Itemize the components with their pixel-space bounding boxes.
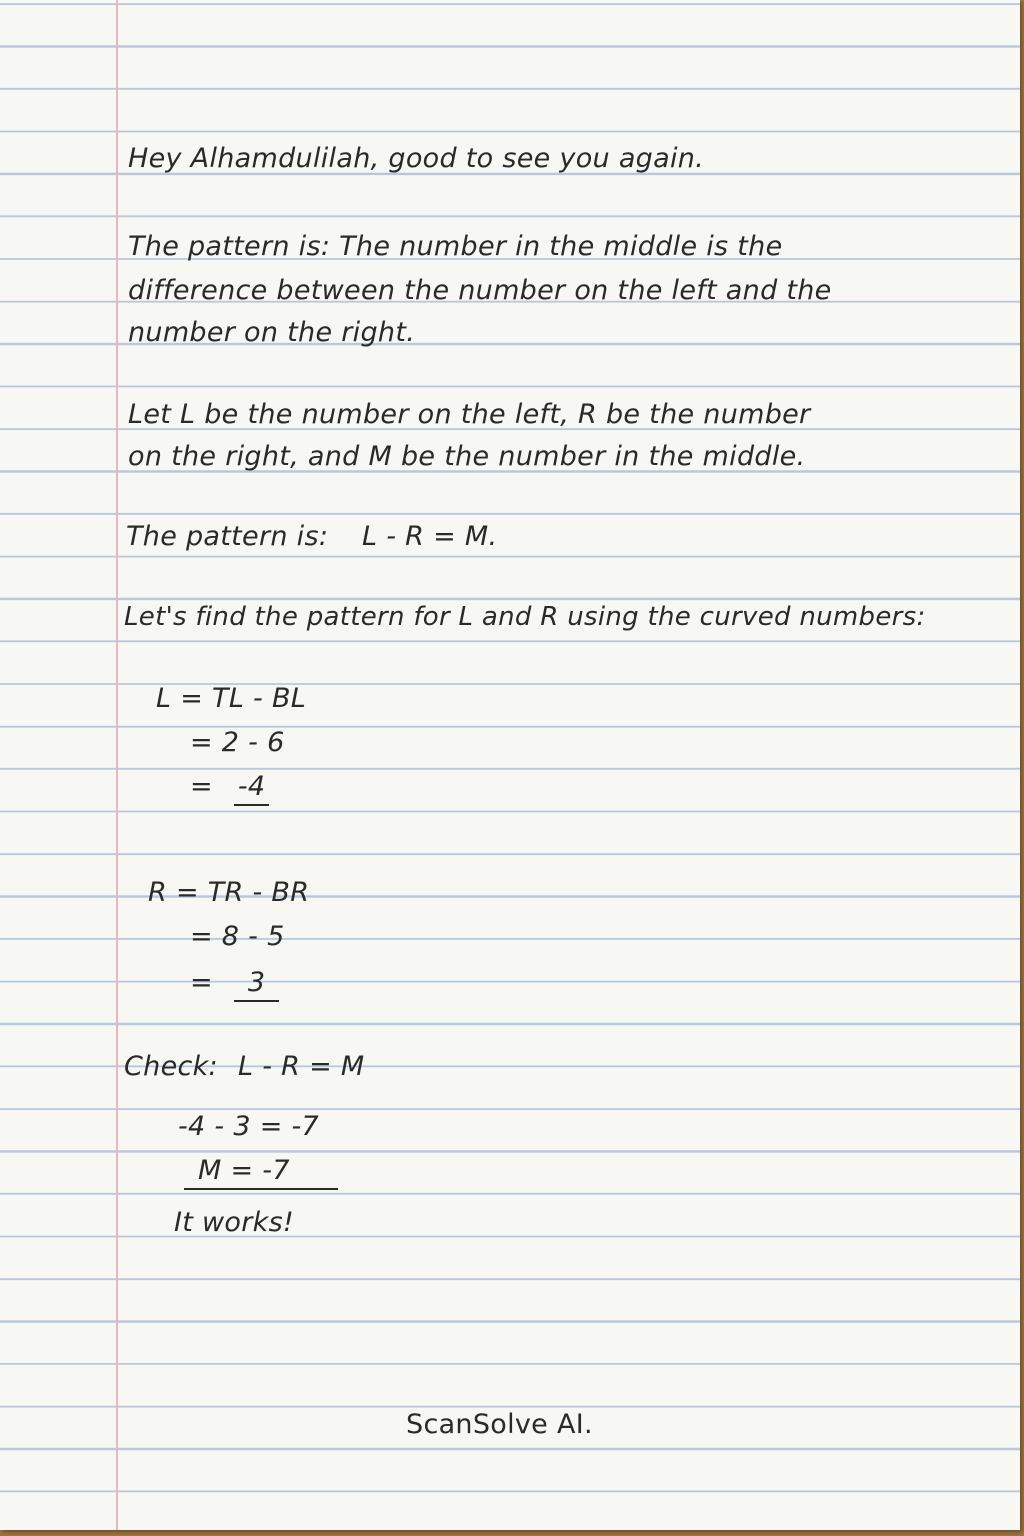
r-calc-line2: = 8 - 5 <box>190 921 285 952</box>
pattern-formula: L - R = M. <box>362 521 498 552</box>
r-calc-result: 3 <box>234 967 279 1002</box>
r-calc-line1: R = TR - BR <box>148 877 310 908</box>
l-calc-result: -4 <box>234 771 270 806</box>
l-calc-line3 <box>190 766 269 808</box>
check-conclusion: It works! <box>174 1207 295 1238</box>
r-calc-line3 <box>190 962 279 1004</box>
r-calc-equals: = <box>190 967 213 998</box>
definitions-line1: Let L be the number on the left, R be the number <box>128 399 811 430</box>
pattern-formula-label: The pattern is: <box>126 521 329 552</box>
margin-line <box>116 0 118 1530</box>
l-calc-line2: = 2 - 6 <box>190 727 285 758</box>
pattern-text-line2: difference between the number on the left and the <box>128 275 832 306</box>
l-calc-line1: L = TL - BL <box>156 683 307 714</box>
find-intro: Let's find the pattern for L and R using the curved numbers: <box>124 602 926 632</box>
check-label: Check: <box>124 1051 218 1082</box>
signature: ScanSolve AI. <box>406 1409 593 1440</box>
check-line3: M = -7 <box>198 1155 290 1186</box>
pattern-text-line1: The pattern is: The number in the middle is the <box>128 231 783 262</box>
definitions-line2: on the right, and M be the number in the middle. <box>128 441 806 472</box>
l-calc-equals: = <box>190 771 213 802</box>
pattern-text-line3: number on the right. <box>128 317 416 348</box>
check-underline <box>184 1188 338 1190</box>
check-formula: L - R = M <box>238 1051 365 1082</box>
greeting: Hey Alhamdulilah, good to see you again. <box>128 143 705 174</box>
check-line2: -4 - 3 = -7 <box>178 1111 320 1142</box>
